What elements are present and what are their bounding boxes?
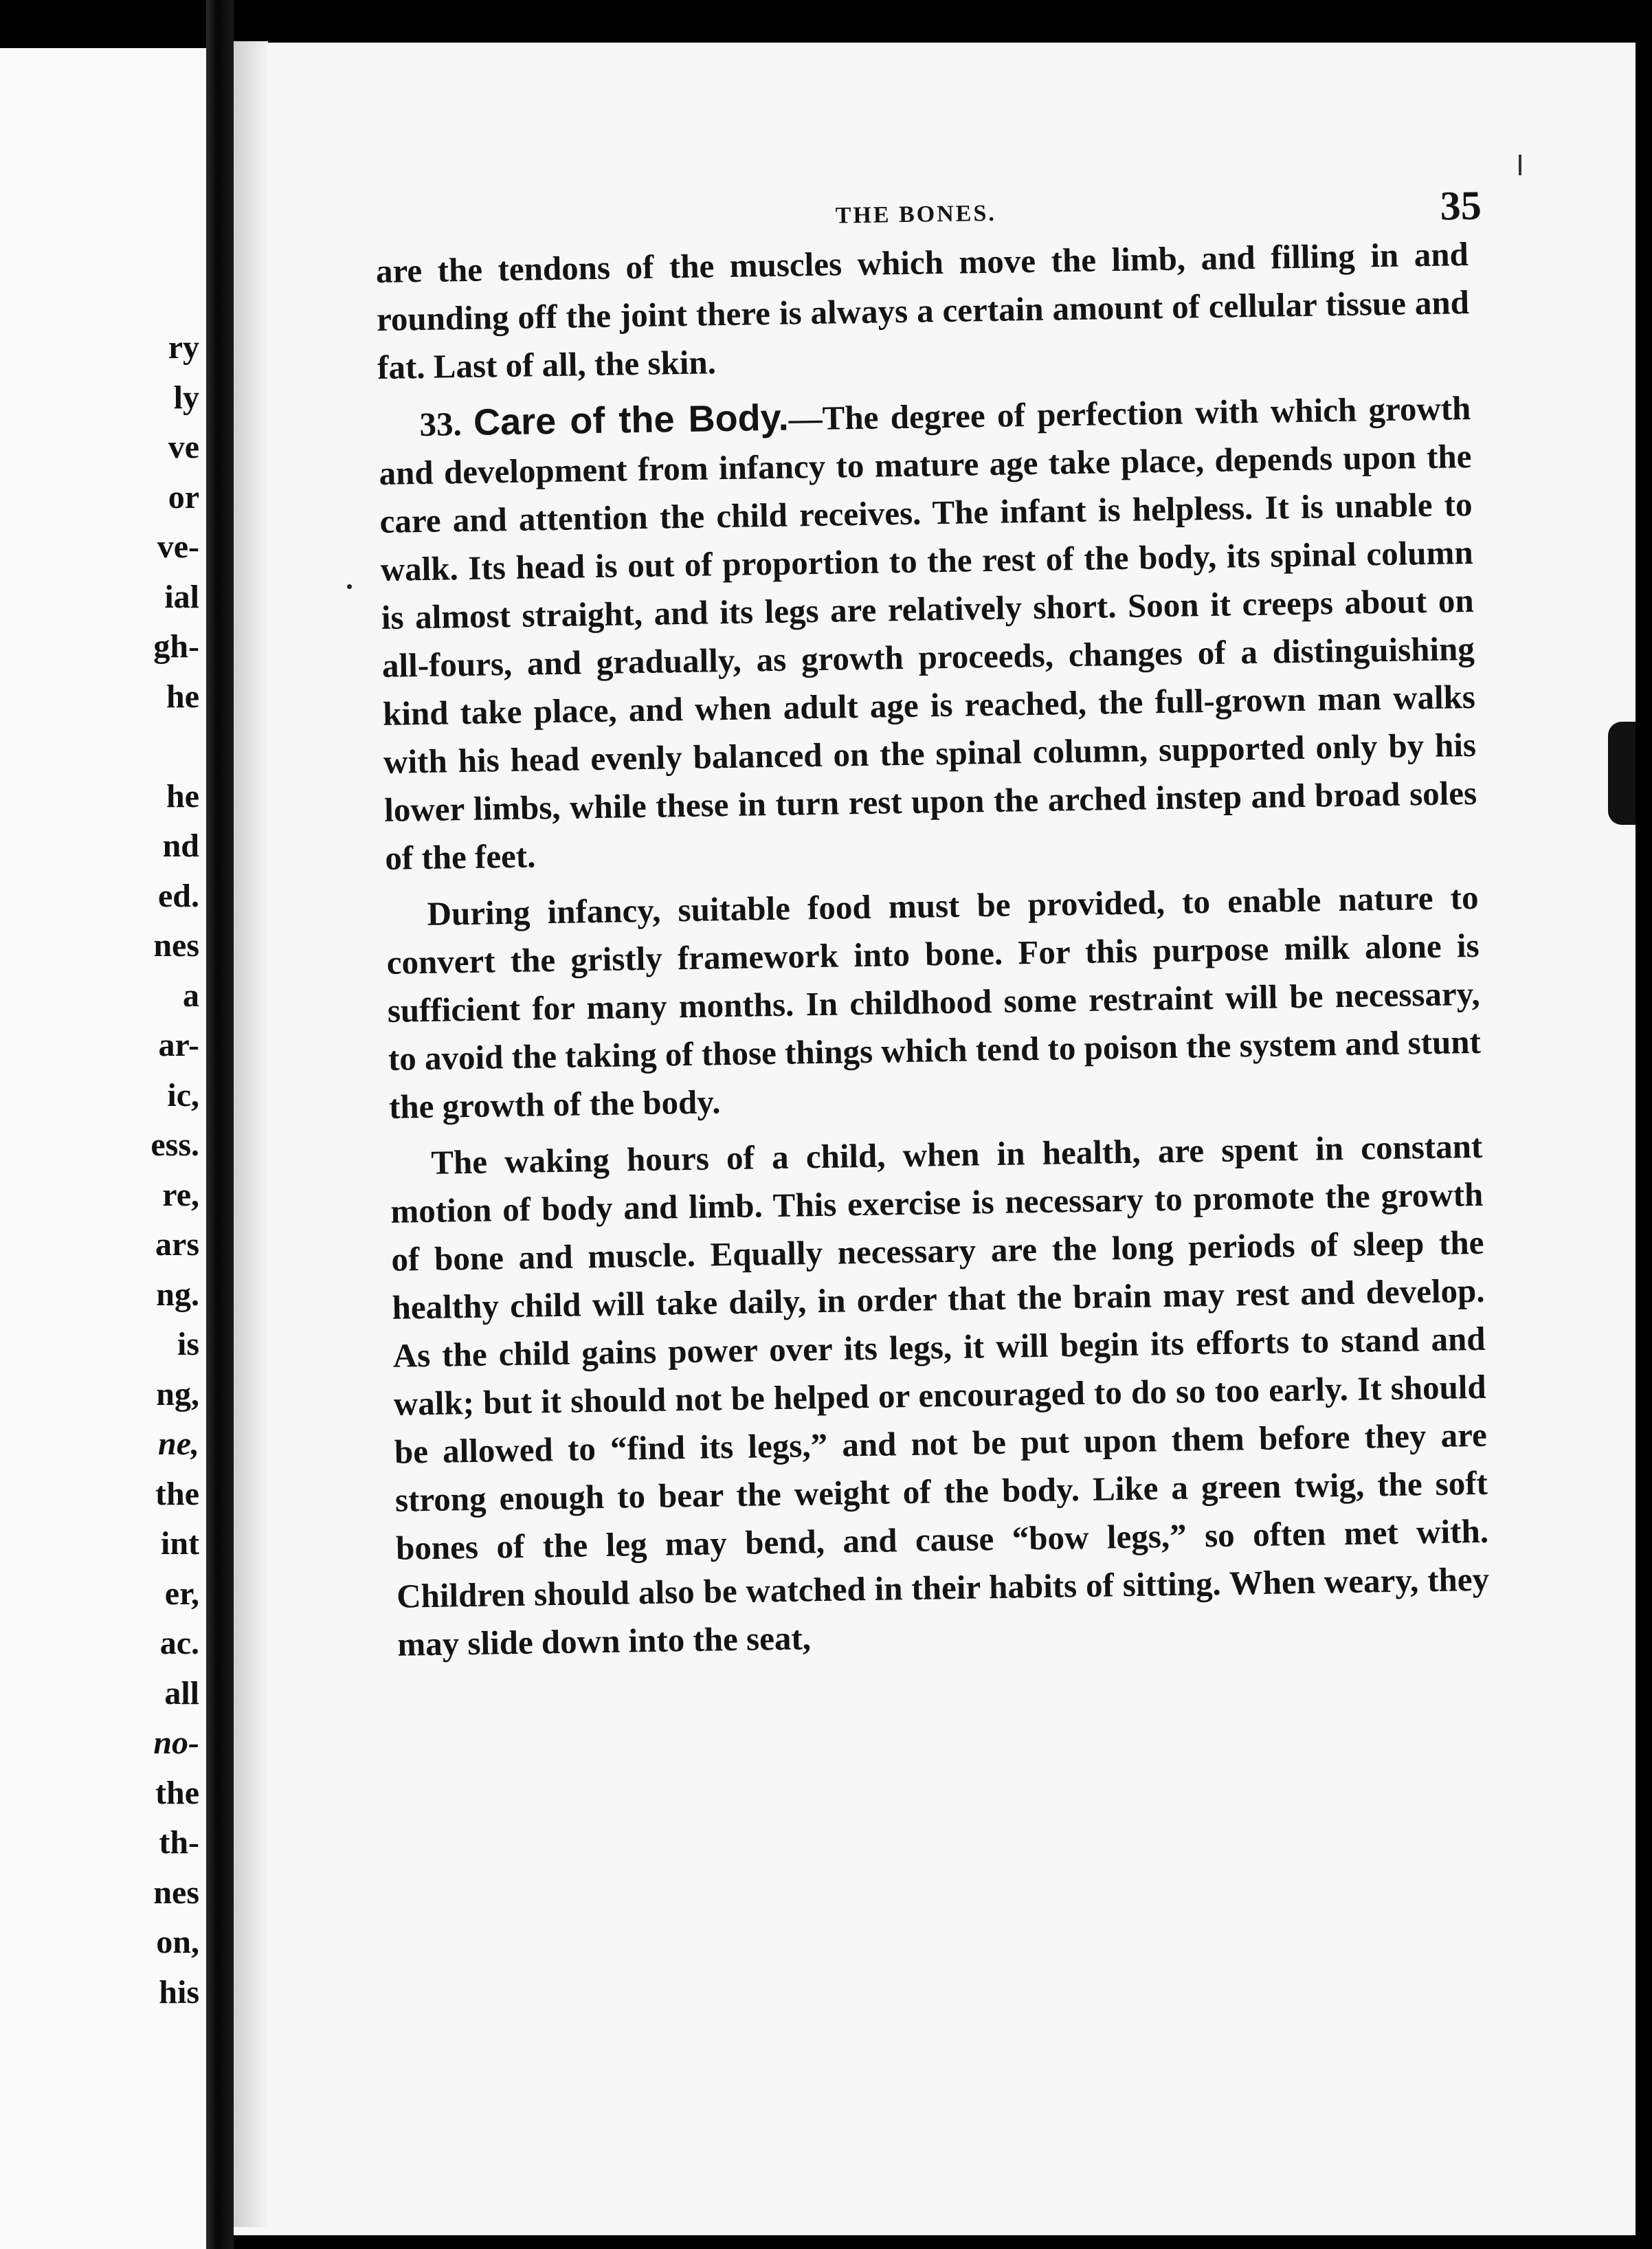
section-number: 33. [419, 405, 462, 444]
left-fragment: nd [162, 828, 199, 864]
left-fragment: ess. [150, 1127, 199, 1163]
paragraph-infancy: During infancy, suitable food must be provided, to enable nature to convert the gristly framework into bone. For this purpose milk alone is sufficient for many months. In childhood some restraint will be necessary, to avoid the taking of those things which tend to poison the system and stunt the growth of the body. [386, 878, 1482, 1126]
margin-mark [1519, 155, 1521, 175]
left-fragment: ars [155, 1226, 199, 1263]
left-fragment-gap [0, 722, 199, 772]
left-fragment: th- [159, 1824, 199, 1861]
gutter-shadow [234, 41, 268, 2227]
left-fragment: ve- [157, 529, 199, 565]
left-fragment: ry [168, 329, 199, 366]
left-fragment: a [183, 977, 199, 1014]
left-fragment: nes [153, 1874, 199, 1911]
page-text-block [375, 168, 1491, 1669]
left-fragment: re, [162, 1176, 199, 1213]
left-fragment: no- [153, 1725, 199, 1761]
left-fragment: ial [164, 578, 199, 615]
section-body-text: —The degree of perfection with which growth and development from infancy to mature age take place, depends upon the care and attention the child receives. The infant is helpless. It is unable to walk. Its head is out of proportion to the rest of the body, its spinal column is almost straight, and its legs are relatively short. Soon it creeps about on all-fours, and gradually, as growth proceeds, changes of a distinguishing kind take place, and when adult age is reached, the full-grown man walks with his head evenly balanced on the spinal column, supported only by his lower limbs, while these in turn rest upon the arched instep and broad soles of the feet. [379, 388, 1477, 877]
left-fragment: ng. [156, 1276, 199, 1313]
left-fragment: on, [156, 1924, 199, 1960]
paragraph-continuation: are the tendons of the muscles which move the limb, and filling in and rounding off the joint there is always a certain amount of cellular tissue and fat. Last of all, the skin. [375, 235, 1470, 386]
left-fragment: the [155, 1774, 199, 1811]
left-page [0, 48, 206, 2249]
left-fragment: ly [173, 379, 199, 416]
margin-dot [347, 584, 352, 589]
left-fragment: ne, [158, 1426, 199, 1462]
left-fragment: or [168, 478, 199, 516]
left-fragment: nes [153, 927, 199, 964]
left-fragment: int [160, 1525, 199, 1562]
page-edge-notch [1608, 722, 1636, 825]
page-edge [1636, 0, 1652, 2249]
page-number: 35 [1440, 182, 1482, 229]
left-fragment: ar- [158, 1027, 199, 1063]
paragraph-waking-hours: The waking hours of a child, when in health, are spent in constant motion of body and limb. This exercise is necessary to promote the growth of bone and muscle. Equally necessary are the long periods of sleep the healthy child will take daily, in order that the brain may rest and develop. As the child gains power over its legs, it will begin its efforts to stand and walk; but it should not be helped or encouraged to do so too early. It should be allowed to “find its legs,” and not be put upon them before they are strong enough to bear the weight of the body. Like a green twig, the soft bones of the leg may bend, and cause “bow legs,” so often met with. Children should also be watched in their habits of sitting. When weary, they may slide down into the seat, [390, 1127, 1490, 1663]
left-fragment: his [159, 1973, 199, 2010]
left-fragment: ng, [156, 1375, 199, 1412]
left-fragment: is [177, 1326, 199, 1362]
left-fragment: gh- [153, 628, 199, 665]
left-page-text-fragments [0, 323, 199, 2017]
left-fragment: he [166, 777, 199, 815]
section-33-paragraph [378, 383, 1478, 883]
left-fragment: he [166, 678, 199, 715]
book-gutter [206, 0, 234, 2249]
left-fragment: ic, [167, 1076, 199, 1114]
section-title: Care of the Body. [473, 397, 790, 443]
left-fragment: ac. [159, 1625, 199, 1661]
left-fragment: all [164, 1674, 199, 1711]
left-fragment: ve [168, 429, 199, 465]
left-fragment: the [155, 1475, 199, 1512]
left-fragment: ed. [158, 877, 199, 914]
running-head-title: THE BONES. [835, 200, 997, 229]
left-fragment: er, [164, 1575, 199, 1612]
